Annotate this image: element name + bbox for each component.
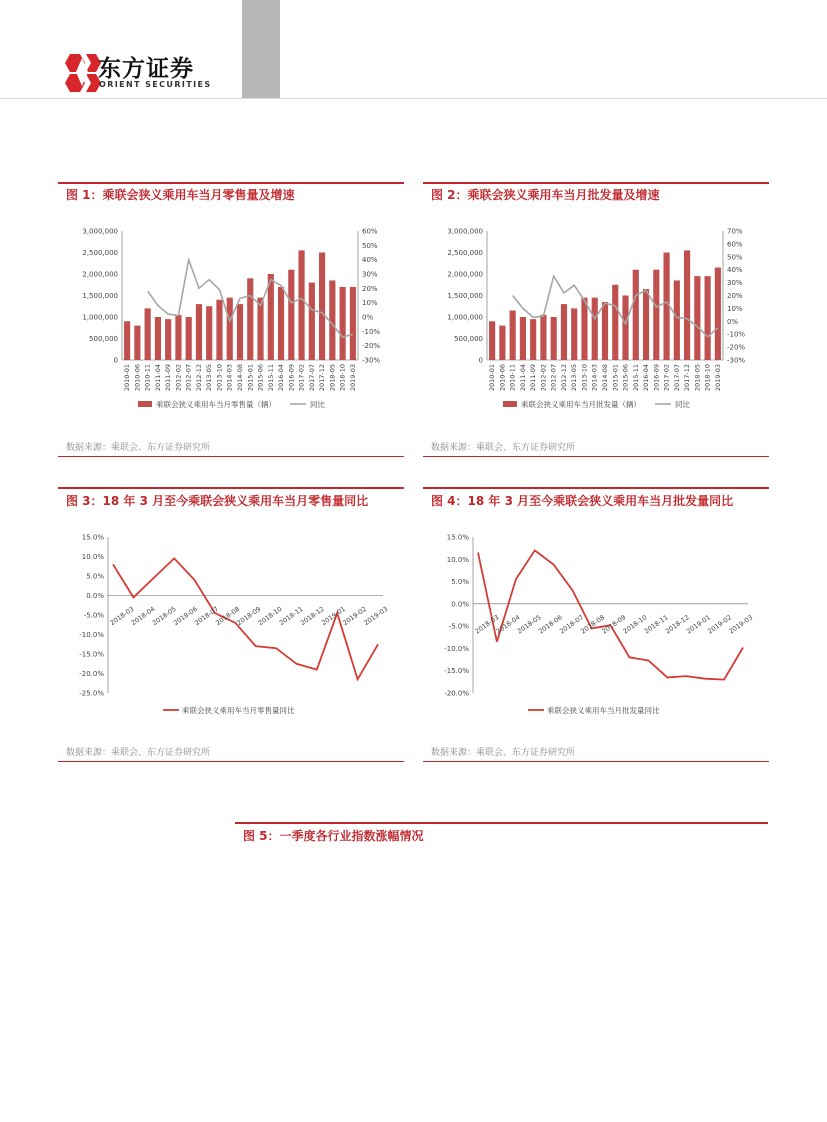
fig2-legend-bar: 乘联会狭义乘用车当月批发量（辆） bbox=[521, 400, 641, 409]
fig4-x-tick: 2018-11 bbox=[642, 613, 670, 636]
fig2-x-tick: 2011-04 bbox=[518, 364, 527, 392]
fig2-left-tick: 1,000,000 bbox=[447, 313, 483, 322]
fig1-bar bbox=[155, 317, 161, 360]
fig1-right-tick: 10% bbox=[362, 299, 378, 308]
fig1-right-tick: 30% bbox=[362, 270, 378, 279]
fig3-y-tick: 15.0% bbox=[81, 533, 104, 542]
fig1-bar bbox=[175, 315, 181, 360]
fig2-left-tick: 1,500,000 bbox=[447, 292, 483, 300]
fig4-y-tick: -10.0% bbox=[444, 644, 469, 653]
fig1-bar bbox=[257, 298, 263, 360]
fig2-left-tick: 0 bbox=[478, 356, 483, 365]
fig2-bar bbox=[581, 298, 587, 360]
fig1-x-tick: 2015-06 bbox=[256, 364, 265, 392]
fig1-bar bbox=[145, 308, 151, 360]
fig4-x-tick: 2019-02 bbox=[706, 613, 734, 636]
fig2-right-tick: -20% bbox=[727, 343, 746, 352]
fig2-left-tick: 2,000,000 bbox=[447, 270, 483, 279]
fig2-bar bbox=[684, 250, 690, 360]
fig4-y-tick: -20.0% bbox=[444, 689, 469, 698]
fig4-y-tick: 5.0% bbox=[451, 578, 469, 587]
fig1-bar bbox=[216, 300, 222, 360]
fig2-bar bbox=[489, 321, 495, 360]
fig2-bar bbox=[561, 304, 567, 360]
fig2-x-tick: 2015-06 bbox=[621, 364, 630, 392]
fig4-y-tick: 15.0% bbox=[446, 533, 469, 542]
fig2-x-tick: 2019-03 bbox=[713, 364, 722, 392]
fig1-chart bbox=[58, 215, 404, 415]
fig1-x-tick: 2011-09 bbox=[164, 364, 173, 392]
fig1-bar bbox=[134, 326, 140, 360]
fig1-x-tick: 2010-11 bbox=[143, 364, 152, 392]
fig2-left-tick: 3,000,000 bbox=[447, 227, 483, 236]
fig3-x-tick: 2018-05 bbox=[150, 604, 178, 628]
fig2-bar bbox=[592, 298, 598, 360]
fig1-left-tick: 1,500,000 bbox=[82, 292, 118, 300]
fig1-left-tick: 2,000,000 bbox=[82, 270, 118, 279]
fig2-legend-line: 同比 bbox=[675, 400, 690, 409]
fig1-x-tick: 2018-10 bbox=[338, 364, 347, 392]
fig1-right-tick: 20% bbox=[362, 284, 378, 293]
fig1-bar bbox=[309, 283, 315, 360]
fig1-x-tick: 2011-04 bbox=[153, 364, 162, 392]
fig1-x-tick: 2015-01 bbox=[246, 364, 255, 392]
fig2-bar bbox=[674, 280, 680, 360]
fig5-title-rule bbox=[235, 822, 768, 824]
fig4-x-tick: 2018-03 bbox=[473, 613, 501, 636]
fig3-title-rule bbox=[58, 487, 404, 489]
fig1-bar bbox=[165, 319, 171, 360]
fig3-y-tick: -20.0% bbox=[79, 670, 104, 678]
fig2-bar bbox=[499, 326, 505, 360]
fig3-x-tick: 2018-12 bbox=[298, 604, 326, 628]
fig2-legend-bar-swatch bbox=[503, 401, 517, 407]
fig2-right-tick: 70% bbox=[727, 227, 743, 236]
fig2-bar bbox=[510, 311, 516, 360]
fig1-left-tick: 500,000 bbox=[89, 335, 118, 343]
fig2-x-tick: 2017-12 bbox=[683, 364, 692, 392]
fig4-chart bbox=[423, 525, 769, 725]
fig1-legend-bar: 乘联会狭义乘用车当月零售量（辆） bbox=[156, 400, 276, 409]
fig1-left-tick: 3,000,000 bbox=[82, 227, 118, 236]
fig4-legend-label: 乘联会狭义乘用车当月批发量同比 bbox=[547, 706, 660, 715]
fig1-x-tick: 2014-03 bbox=[225, 364, 234, 392]
fig2-right-tick: -10% bbox=[727, 330, 746, 339]
fig1-bar bbox=[319, 253, 325, 361]
fig3-x-tick: 2019-02 bbox=[341, 604, 369, 628]
fig1-x-tick: 2013-05 bbox=[205, 364, 214, 392]
fig1-x-tick: 2014-08 bbox=[236, 364, 244, 392]
fig1-x-tick: 2012-07 bbox=[184, 364, 193, 392]
fig2-bar bbox=[653, 270, 659, 360]
fig2-x-tick: 2018-05 bbox=[693, 364, 702, 392]
fig4-x-tick: 2019-03 bbox=[727, 613, 755, 636]
fig1-right-tick: 60% bbox=[362, 227, 378, 236]
fig2-x-tick: 2011-09 bbox=[529, 364, 538, 392]
fig2-x-tick: 2010-06 bbox=[498, 364, 507, 392]
fig3-x-tick: 2018-08 bbox=[214, 604, 242, 628]
fig2-right-tick: 50% bbox=[727, 253, 743, 262]
fig3-x-tick: 2018-07 bbox=[193, 604, 221, 628]
fig1-bar bbox=[206, 306, 212, 360]
fig1-x-tick: 2019-03 bbox=[348, 364, 357, 392]
fig1-x-tick: 2012-02 bbox=[174, 364, 183, 392]
fig2-x-tick: 2015-11 bbox=[631, 364, 640, 392]
fig3-x-tick: 2018-06 bbox=[172, 604, 199, 628]
fig2-title-rule bbox=[423, 182, 769, 184]
fig4-x-tick: 2018-08 bbox=[579, 613, 607, 636]
fig1-right-tick: -30% bbox=[362, 356, 381, 365]
fig4-title: 图 4：18 年 3 月至今乘联会狭义乘用车当月批发量同比 bbox=[431, 494, 734, 508]
fig1-x-tick: 2017-02 bbox=[297, 364, 306, 392]
fig1-x-tick: 2013-10 bbox=[215, 364, 224, 392]
fig3-x-tick: 2019-03 bbox=[362, 604, 390, 628]
fig3-title: 图 3：18 年 3 月至今乘联会狭义乘用车当月零售量同比 bbox=[66, 494, 369, 508]
fig2-x-tick: 2016-09 bbox=[652, 364, 661, 392]
fig2-left-tick: 2,500,000 bbox=[447, 249, 483, 257]
fig2-x-tick: 2016-04 bbox=[642, 364, 651, 392]
fig4-y-tick: 0.0% bbox=[451, 600, 469, 609]
header-divider bbox=[0, 98, 827, 99]
fig3-x-tick: 2018-03 bbox=[108, 604, 136, 628]
fig2-right-tick: 60% bbox=[727, 240, 743, 249]
fig4-source: 数据来源：乘联会、东方证券研究所 bbox=[431, 748, 576, 758]
fig1-right-tick: 0% bbox=[362, 313, 374, 322]
fig3-x-tick: 2018-09 bbox=[235, 604, 263, 628]
fig1-title-rule bbox=[58, 182, 404, 184]
fig1-source: 数据来源：乘联会、东方证券研究所 bbox=[66, 443, 211, 453]
fig2-source: 数据来源：乘联会、东方证券研究所 bbox=[431, 443, 576, 453]
fig1-right-tick: 50% bbox=[362, 241, 378, 250]
fig1-left-tick: 2,500,000 bbox=[82, 249, 118, 257]
fig3-legend-label: 乘联会狭义乘用车当月零售量同比 bbox=[182, 706, 295, 715]
fig2-bar bbox=[694, 276, 700, 360]
fig2-bar bbox=[622, 296, 628, 361]
fig1-bar bbox=[124, 321, 130, 360]
fig2-x-tick: 2014-08 bbox=[601, 364, 609, 392]
fig1-x-tick: 2015-11 bbox=[266, 364, 275, 392]
fig5-title: 图 5：一季度各行业指数涨幅情况 bbox=[243, 829, 424, 843]
fig3-y-tick: -25.0% bbox=[79, 689, 104, 698]
fig2-right-tick: 0% bbox=[727, 317, 739, 326]
fig1-left-tick: 0 bbox=[113, 356, 118, 365]
fig4-x-tick: 2018-10 bbox=[621, 613, 649, 636]
fig3-x-tick: 2018-04 bbox=[129, 604, 157, 628]
fig2-bar bbox=[705, 276, 711, 360]
fig2-x-tick: 2017-02 bbox=[662, 364, 671, 392]
fig2-x-tick: 2017-07 bbox=[672, 364, 681, 392]
fig2-bar bbox=[571, 308, 577, 360]
fig2-chart bbox=[423, 215, 769, 415]
fig2-right-tick: -30% bbox=[727, 356, 746, 365]
fig2-bar bbox=[540, 315, 546, 360]
header-accent-bar bbox=[242, 0, 280, 98]
fig4-x-tick: 2018-12 bbox=[663, 613, 691, 636]
fig2-bar bbox=[551, 317, 557, 360]
fig3-x-tick: 2019-01 bbox=[320, 604, 347, 628]
fig3-y-tick: -5.0% bbox=[83, 611, 104, 620]
fig2-bar bbox=[520, 317, 526, 360]
fig3-source: 数据来源：乘联会、东方证券研究所 bbox=[66, 748, 211, 758]
fig1-bar bbox=[227, 298, 233, 360]
fig2-x-tick: 2015-01 bbox=[611, 364, 620, 392]
fig1-bar bbox=[288, 270, 294, 360]
fig1-bar bbox=[247, 278, 253, 360]
fig4-x-tick: 2018-07 bbox=[558, 613, 586, 636]
fig1-x-tick: 2018-05 bbox=[328, 364, 337, 392]
fig2-right-tick: 10% bbox=[727, 304, 743, 313]
fig4-x-tick: 2018-04 bbox=[494, 613, 522, 636]
fig4-x-tick: 2018-05 bbox=[515, 613, 543, 636]
fig1-x-tick: 2017-12 bbox=[318, 364, 327, 392]
fig2-right-tick: 30% bbox=[727, 279, 743, 288]
fig2-bar bbox=[612, 285, 618, 360]
fig1-right-tick: 40% bbox=[362, 256, 378, 265]
fig2-x-tick: 2012-12 bbox=[559, 364, 568, 392]
fig2-right-tick: 40% bbox=[727, 266, 743, 275]
fig3-y-tick: -15.0% bbox=[79, 650, 104, 659]
fig2-left-tick: 500,000 bbox=[454, 335, 483, 343]
fig2-x-tick: 2013-05 bbox=[570, 364, 579, 392]
fig2-bottom-rule bbox=[423, 456, 769, 457]
fig1-right-tick: -20% bbox=[362, 342, 381, 351]
fig3-y-tick: -10.0% bbox=[79, 631, 104, 639]
fig1-left-tick: 1,000,000 bbox=[82, 313, 118, 322]
fig1-x-tick: 2012-12 bbox=[194, 364, 203, 392]
fig1-right-tick: -10% bbox=[362, 327, 381, 336]
fig1-bar bbox=[196, 304, 202, 360]
fig2-x-tick: 2010-01 bbox=[488, 364, 497, 392]
fig1-title: 图 1：乘联会狭义乘用车当月零售量及增速 bbox=[66, 188, 295, 202]
fig2-x-tick: 2013-10 bbox=[580, 364, 589, 392]
fig1-x-tick: 2010-06 bbox=[133, 364, 142, 392]
company-name-en: ORIENT SECURITIES bbox=[99, 80, 212, 89]
fig4-x-tick: 2018-06 bbox=[537, 613, 564, 636]
fig3-x-tick: 2018-11 bbox=[277, 604, 305, 628]
fig2-bar bbox=[643, 289, 649, 360]
fig3-x-tick: 2018-10 bbox=[256, 604, 284, 628]
fig1-bar bbox=[340, 287, 346, 360]
fig1-bar bbox=[298, 250, 304, 360]
fig1-bar bbox=[350, 287, 356, 360]
fig2-bar bbox=[715, 268, 721, 360]
fig3-y-tick: 5.0% bbox=[86, 572, 104, 581]
fig1-bar bbox=[237, 304, 243, 360]
fig1-legend-bar-swatch bbox=[138, 401, 152, 407]
fig4-title-rule bbox=[423, 487, 769, 489]
fig1-x-tick: 2016-09 bbox=[287, 364, 296, 392]
fig1-legend-line: 同比 bbox=[310, 400, 325, 409]
fig2-x-tick: 2010-11 bbox=[508, 364, 517, 392]
company-name-cn: 东方证券 bbox=[98, 56, 194, 82]
fig2-x-tick: 2012-07 bbox=[549, 364, 558, 392]
fig3-y-tick: 10.0% bbox=[81, 553, 104, 561]
fig1-x-tick: 2016-04 bbox=[277, 364, 286, 392]
fig1-x-tick: 2010-01 bbox=[123, 364, 132, 392]
fig3-y-tick: 0.0% bbox=[86, 592, 104, 600]
fig1-bar bbox=[278, 287, 284, 360]
fig3-chart bbox=[58, 525, 404, 725]
fig2-bar bbox=[530, 319, 536, 360]
fig2-bar bbox=[633, 270, 639, 360]
fig4-x-tick: 2018-09 bbox=[600, 613, 628, 636]
fig2-x-tick: 2014-03 bbox=[590, 364, 599, 392]
fig2-x-tick: 2018-10 bbox=[703, 364, 712, 392]
fig4-bottom-rule bbox=[423, 761, 769, 762]
fig3-bottom-rule bbox=[58, 761, 404, 762]
fig1-bottom-rule bbox=[58, 456, 404, 457]
fig2-bar bbox=[602, 302, 608, 360]
fig2-title: 图 2：乘联会狭义乘用车当月批发量及增速 bbox=[431, 188, 660, 202]
fig4-y-tick: 10.0% bbox=[446, 555, 469, 564]
fig1-x-tick: 2017-07 bbox=[307, 364, 316, 392]
fig4-y-tick: -15.0% bbox=[444, 667, 469, 676]
fig1-bar bbox=[329, 280, 335, 360]
fig2-x-tick: 2012-02 bbox=[539, 364, 548, 392]
fig1-bar bbox=[186, 317, 192, 360]
fig4-x-tick: 2019-01 bbox=[685, 613, 712, 636]
fig4-y-tick: -5.0% bbox=[448, 622, 469, 631]
fig2-right-tick: 20% bbox=[727, 292, 743, 300]
